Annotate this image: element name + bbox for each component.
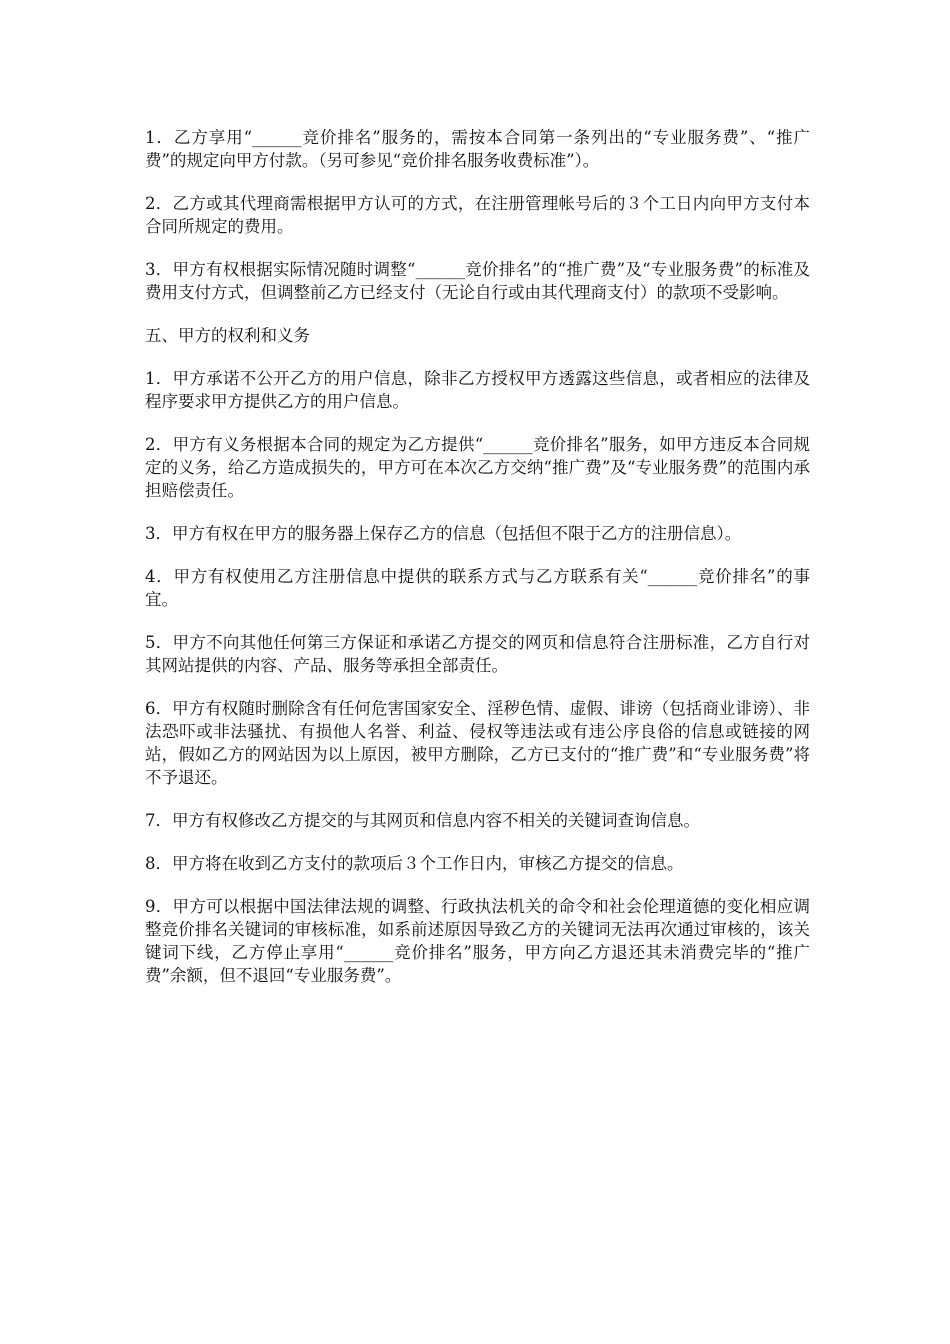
paragraph-rights-4: 4．甲方有权使用乙方注册信息中提供的联系方式与乙方联系有关“______竞价排名”的事宜。 [145,567,810,609]
paragraph-payment-3: 3．甲方有权根据实际情况随时调整“______竞价排名”的“推广费”及“专业服务费”的标准及费用支付方式，但调整前乙方已经支付（无论自行或由其代理商支付）的款项不受影响。 [145,260,810,302]
paragraph-rights-6: 6．甲方有权随时删除含有任何危害国家安全、淫秽色情、虚假、诽谤（包括商业诽谤）、非法恐吓或非法骚扰、有损他人名誉、利益、侵权等违法或有违公序良俗的信息或链接的网站，假如乙方的网站因为以上原因，被甲方删除，乙方已支付的“推广费”和“专业服务费”将不予退还。 [145,699,810,787]
paragraph-payment-1: 1．乙方享用“______竞价排名”服务的，需按本合同第一条列出的“专业服务费”、“推广费”的规定向甲方付款。（另可参见“竞价排名服务收费标准”）。 [145,128,810,170]
paragraph-rights-3: 3．甲方有权在甲方的服务器上保存乙方的信息（包括但不限于乙方的注册信息）。 [145,524,742,543]
paragraph-rights-1: 1．甲方承诺不公开乙方的用户信息，除非乙方授权甲方透露这些信息，或者相应的法律及程序要求甲方提供乙方的用户信息。 [145,369,810,411]
section-heading: 五、甲方的权利和义务 [145,326,310,345]
paragraph-rights-7: 7．甲方有权修改乙方提交的与其网页和信息内容不相关的关键词查询信息。 [145,811,700,830]
paragraph-rights-2: 2．甲方有义务根据本合同的规定为乙方提供“______竞价排名”服务，如甲方违反本合同规定的义务，给乙方造成损失的，甲方可在本次乙方交纳“推广费”及“专业服务费”的范围内承担赔偿责任。 [145,435,810,500]
paragraph-rights-8: 8．甲方将在收到乙方支付的款项后３个工作日内，审核乙方提交的信息。 [145,854,684,873]
paragraph-payment-2: 2．乙方或其代理商需根据甲方认可的方式，在注册管理帐号后的３个工日内向甲方支付本合同所规定的费用。 [145,194,810,236]
paragraph-rights-5: 5．甲方不向其他任何第三方保证和承诺乙方提交的网页和信息符合注册标准，乙方自行对其网站提供的内容、产品、服务等承担全部责任。 [145,633,810,675]
paragraph-rights-9: 9．甲方可以根据中国法律法规的调整、行政执法机关的命令和社会伦理道德的变化相应调整竞价排名关键词的审核标准，如系前述原因导致乙方的关键词无法再次通过审核的，该关键词下线，乙方停止享用“______竞价排名”服务，甲方向乙方退还其未消费完毕的“推广费”余额，但不退回“专业服务费”。 [145,897,810,985]
document-body [145,126,810,1007]
